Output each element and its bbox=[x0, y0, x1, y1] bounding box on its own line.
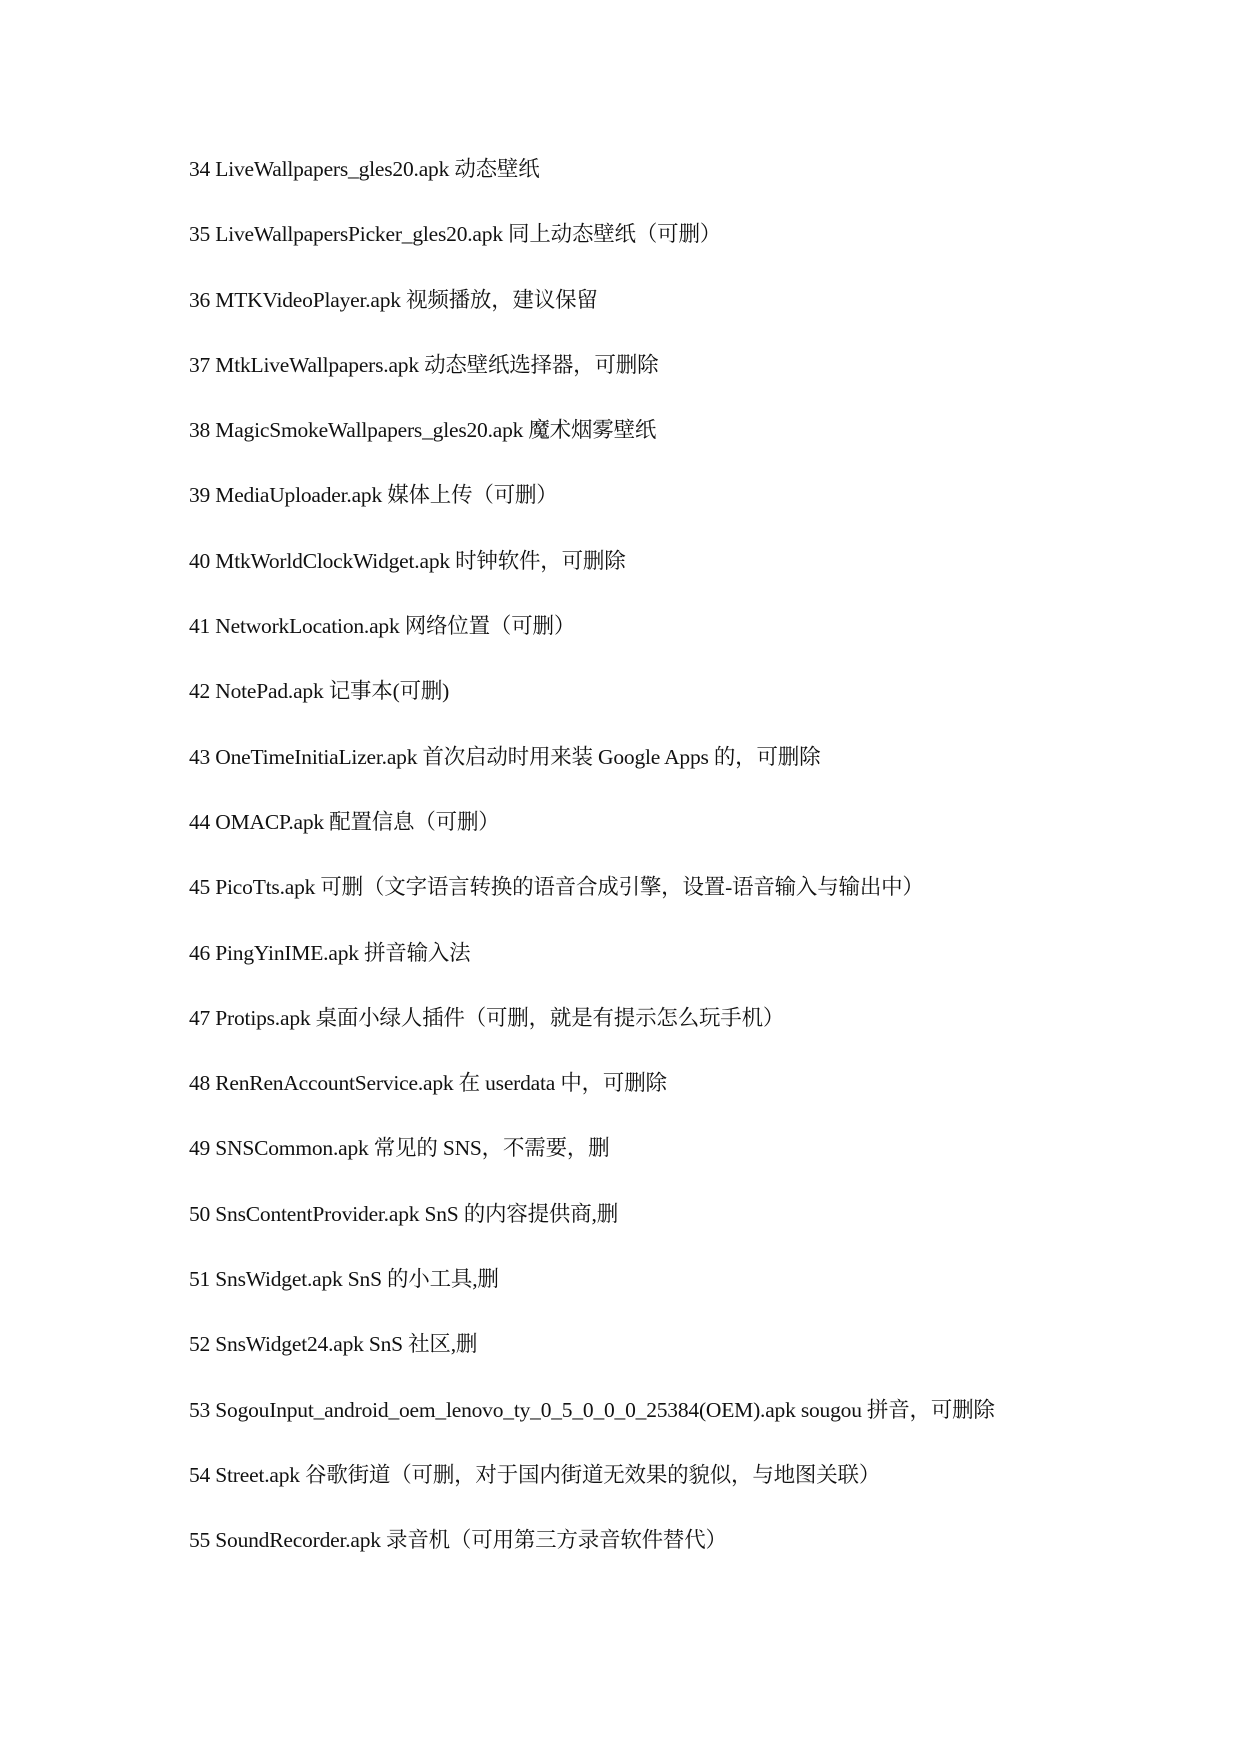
list-item: 38 MagicSmokeWallpapers_gles20.apk 魔术烟雾壁纸 bbox=[189, 418, 657, 443]
list-item: 40 MtkWorldClockWidget.apk 时钟软件，可删除 bbox=[189, 548, 626, 573]
list-item: 39 MediaUploader.apk 媒体上传（可删） bbox=[189, 483, 558, 508]
list-item: 51 SnsWidget.apk SnS 的小工具,删 bbox=[189, 1267, 499, 1292]
list-item: 54 Street.apk 谷歌街道（可删，对于国内街道无效果的貌似，与地图关联） bbox=[189, 1462, 881, 1487]
list-item: 36 MTKVideoPlayer.apk 视频播放，建议保留 bbox=[189, 287, 598, 312]
list-item: 55 SoundRecorder.apk 录音机（可用第三方录音软件替代） bbox=[189, 1528, 727, 1553]
list-item: 34 LiveWallpapers_gles20.apk 动态壁纸 bbox=[189, 157, 540, 181]
list-item: 44 OMACP.apk 配置信息（可删） bbox=[189, 809, 500, 834]
list-item: 42 NotePad.apk 记事本(可删) bbox=[189, 679, 450, 704]
list-item: 43 OneTimeInitiaLizer.apk 首次启动时用来装 Google Apps 的，可删除 bbox=[189, 744, 821, 769]
list-item: 47 Protips.apk 桌面小绿人插件（可删，就是有提示怎么玩手机） bbox=[189, 1005, 785, 1030]
list-item: 49 SNSCommon.apk 常见的 SNS，不需要，删 bbox=[189, 1136, 610, 1161]
list-item: 53 SogouInput_android_oem_lenovo_ty_0_5_0_0_0_25384(OEM).apk sougou 拼音，可删除 bbox=[189, 1397, 995, 1422]
list-item: 46 PingYinIME.apk 拼音输入法 bbox=[189, 940, 471, 965]
list-item: 52 SnsWidget24.apk SnS 社区,删 bbox=[189, 1332, 478, 1357]
list-item: 48 RenRenAccountService.apk 在 userdata 中，可删除 bbox=[189, 1071, 667, 1096]
apk-list bbox=[189, 148, 995, 1585]
list-item: 45 PicoTts.apk 可删（文字语言转换的语音合成引擎，设置-语音输入与输出中） bbox=[189, 875, 924, 900]
list-item: 41 NetworkLocation.apk 网络位置（可删） bbox=[189, 614, 576, 639]
list-item: 35 LiveWallpapersPicker_gles20.apk 同上动态壁纸（可删） bbox=[189, 222, 722, 247]
list-item: 50 SnsContentProvider.apk SnS 的内容提供商,删 bbox=[189, 1201, 618, 1226]
list-item: 37 MtkLiveWallpapers.apk 动态壁纸选择器，可删除 bbox=[189, 352, 659, 377]
